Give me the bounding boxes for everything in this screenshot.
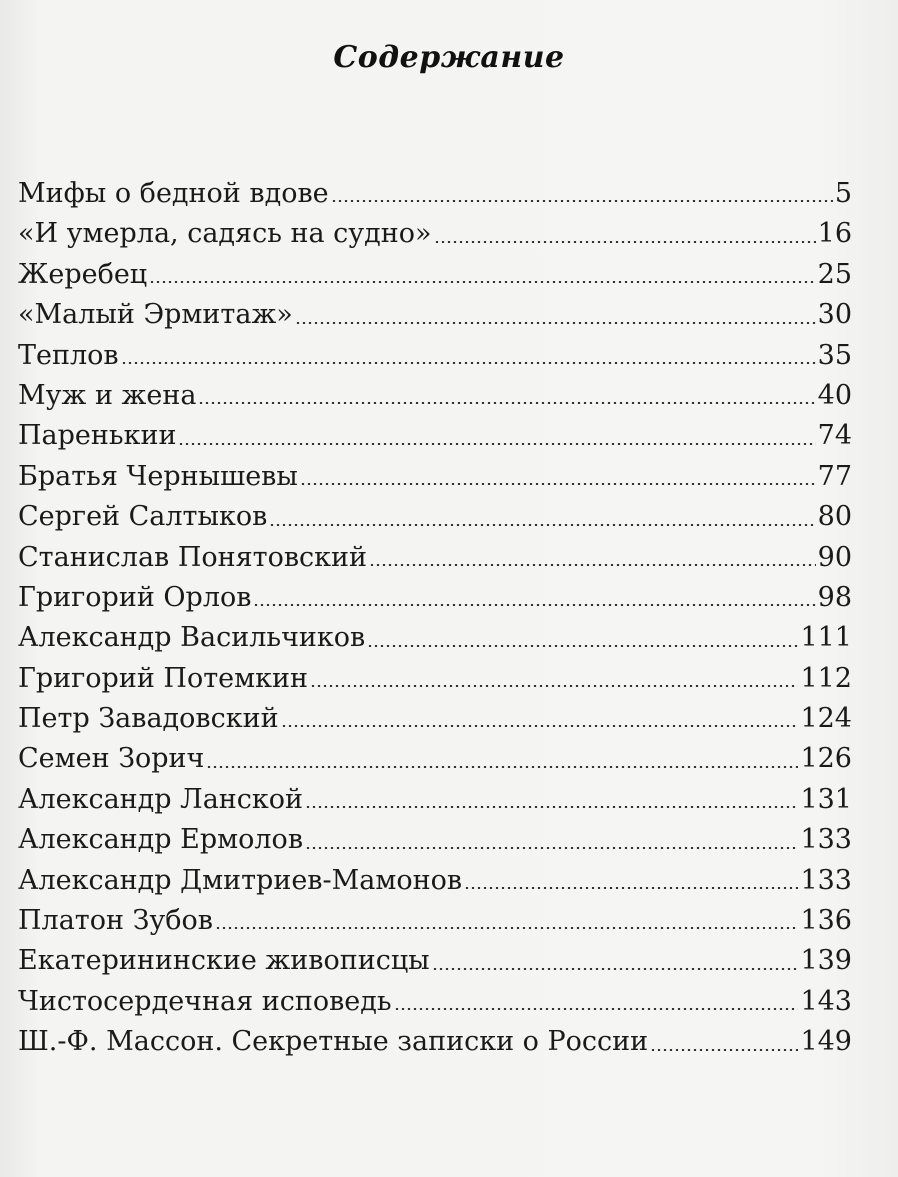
page-title: Содержание bbox=[333, 40, 565, 75]
dot-leader bbox=[434, 241, 816, 243]
toc-entry-page: 77 bbox=[817, 460, 852, 492]
toc-entry-page: 133 bbox=[800, 824, 852, 856]
toc-entry-title: Екатерининские живописцы bbox=[18, 945, 430, 977]
toc-entry-page: 111 bbox=[800, 622, 852, 654]
toc-entry-title: Александр Ермолов bbox=[18, 824, 304, 856]
dot-leader bbox=[369, 564, 816, 566]
toc-entry-title: Чистосердечная исповедь bbox=[18, 985, 392, 1017]
dot-leader bbox=[215, 927, 798, 929]
dot-leader bbox=[310, 685, 798, 687]
toc-entry-title: Платон Зубов bbox=[18, 905, 213, 937]
toc-entry bbox=[18, 618, 852, 658]
toc-entry bbox=[18, 174, 852, 214]
dot-leader bbox=[331, 200, 833, 202]
toc-entry-page: 131 bbox=[800, 783, 852, 815]
toc-entry bbox=[18, 780, 852, 820]
toc-entry-title: Жеребец bbox=[18, 258, 148, 290]
toc-entry-page: 80 bbox=[817, 501, 852, 533]
toc-entry-title: Теплов bbox=[18, 339, 119, 371]
toc-entry-page: 30 bbox=[817, 299, 852, 331]
toc-entry-page: 143 bbox=[800, 985, 852, 1017]
toc-entry-page: 139 bbox=[800, 945, 852, 977]
toc-entry bbox=[18, 538, 852, 578]
toc-entry bbox=[18, 982, 852, 1022]
toc-entry-page: 98 bbox=[817, 581, 852, 613]
toc-entry-page: 25 bbox=[817, 258, 852, 290]
dot-leader bbox=[305, 806, 798, 808]
toc-entry bbox=[18, 295, 852, 335]
toc-entry bbox=[18, 941, 852, 981]
toc-entry-title: Братья Чернышевы bbox=[18, 460, 298, 492]
toc-entry-page: 136 bbox=[800, 905, 852, 937]
toc-entry bbox=[18, 336, 852, 376]
toc-entry-title: Александр Ланской bbox=[18, 783, 304, 815]
toc-entry bbox=[18, 659, 852, 699]
toc-entry-title: Мифы о бедной вдове bbox=[18, 178, 329, 209]
toc-entry-page: 112 bbox=[800, 662, 852, 694]
toc-entry-title: Александр Васильчиков bbox=[18, 622, 366, 654]
toc-entry-title: Григорий Орлов bbox=[18, 581, 252, 613]
toc-entry bbox=[18, 739, 852, 779]
toc-entry bbox=[18, 416, 852, 456]
dot-leader bbox=[281, 725, 799, 727]
toc-entry-page: 74 bbox=[817, 420, 852, 452]
toc-entry-title: Станислав Понятовский bbox=[18, 541, 368, 573]
dot-leader bbox=[178, 443, 815, 445]
dot-leader bbox=[253, 604, 815, 606]
toc-entry-page: 90 bbox=[817, 541, 852, 573]
toc-entry-title: Паренькии bbox=[18, 420, 177, 452]
dot-leader bbox=[300, 483, 816, 485]
toc-entry-page: 16 bbox=[817, 218, 852, 250]
toc-entry bbox=[18, 699, 852, 739]
toc-entry-title: Ш.-Ф. Массон. Секретные записки о России bbox=[18, 1026, 649, 1058]
toc-entry bbox=[18, 255, 852, 295]
dot-leader bbox=[198, 402, 815, 404]
toc-entry bbox=[18, 901, 852, 941]
dot-leader bbox=[269, 524, 815, 526]
dot-leader bbox=[650, 1049, 798, 1051]
toc-entry-page: 133 bbox=[800, 864, 852, 896]
table-of-contents bbox=[18, 174, 852, 1063]
toc-entry bbox=[18, 1022, 852, 1062]
dot-leader bbox=[367, 645, 798, 647]
toc-entry bbox=[18, 820, 852, 860]
toc-entry-page: 149 bbox=[800, 1026, 852, 1058]
dot-leader bbox=[206, 766, 798, 768]
toc-entry-title: «И умерла, садясь на судно» bbox=[18, 218, 432, 250]
dot-leader bbox=[432, 968, 799, 970]
toc-entry-page: 124 bbox=[800, 703, 852, 735]
toc-entry-title: «Малый Эрмитаж» bbox=[18, 299, 293, 331]
dot-leader bbox=[295, 322, 816, 324]
toc-entry bbox=[18, 457, 852, 497]
toc-entry-title: Григорий Потемкин bbox=[18, 662, 308, 694]
toc-entry-page: 5 bbox=[834, 178, 852, 209]
toc-entry-title: Семен Зорич bbox=[18, 743, 205, 775]
toc-entry-title: Муж и жена bbox=[18, 379, 197, 411]
toc-entry bbox=[18, 578, 852, 618]
toc-entry bbox=[18, 376, 852, 416]
toc-entry-title: Александр Дмитриев-Мамонов bbox=[18, 864, 463, 896]
toc-entry-title: Петр Завадовский bbox=[18, 703, 279, 735]
dot-leader bbox=[464, 887, 798, 889]
toc-entry-page: 126 bbox=[800, 743, 852, 775]
dot-leader bbox=[149, 281, 815, 283]
dot-leader bbox=[305, 847, 798, 849]
toc-entry bbox=[18, 214, 852, 254]
dot-leader bbox=[121, 362, 816, 364]
dot-leader bbox=[394, 1008, 799, 1010]
toc-entry-page: 40 bbox=[817, 379, 852, 411]
toc-entry bbox=[18, 497, 852, 537]
toc-entry-page: 35 bbox=[817, 339, 852, 371]
toc-entry bbox=[18, 861, 852, 901]
toc-entry-title: Сергей Салтыков bbox=[18, 501, 268, 533]
